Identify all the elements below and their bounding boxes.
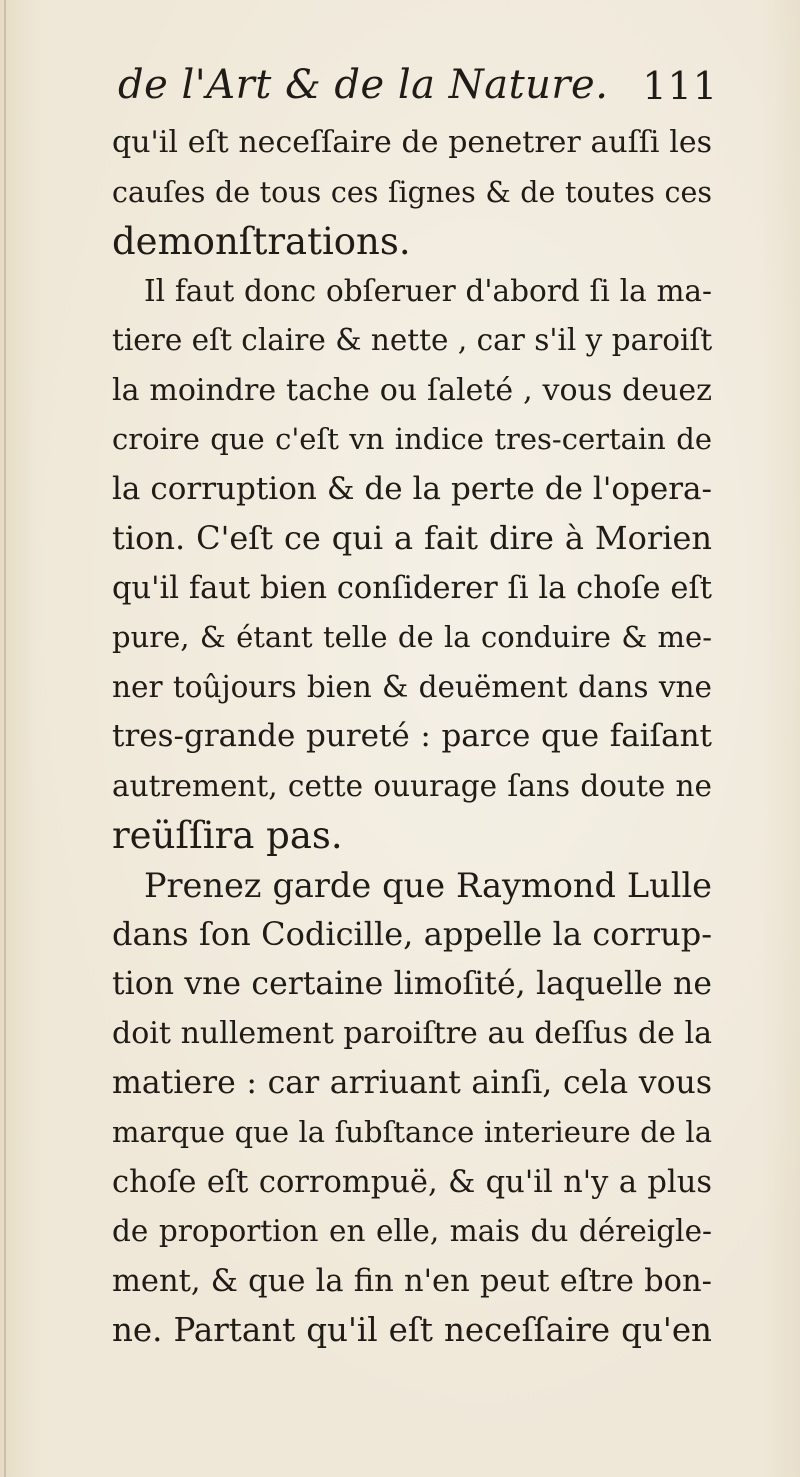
- text-line: qu'il faut bien conſiderer ſi la choſe eſt: [112, 570, 712, 606]
- text-line: matiere : car arriuant ainſi, cela vous: [112, 1064, 712, 1101]
- text-line: tiere eſt claire & nette , car s'il y paroiſt: [112, 323, 713, 357]
- page-gutter: [4, 0, 6, 1477]
- text-line: tion vne certaine limoſité, laquelle ne: [112, 965, 712, 1002]
- text-line: croire que c'eſt vn indice tres-certain de: [112, 422, 712, 456]
- text-line: marque que la ſubſtance interieure de la: [112, 1115, 712, 1149]
- text-line: de proportion en elle, mais du déreigle-: [112, 1214, 712, 1248]
- text-line: ment, & que la fin n'en peut eſtre bon-: [112, 1263, 712, 1299]
- running-title: de l'Art & de la Nature.: [118, 62, 609, 108]
- page-number: 111: [642, 64, 718, 108]
- text-line: la moindre tache ou ſaleté , vous deuez: [112, 372, 712, 408]
- text-line: doit nullement paroiſtre au deſſus de la: [112, 1016, 712, 1051]
- body-text: [112, 118, 712, 1356]
- text-line: tion. C'eſt ce qui a fait dire à Morien: [112, 519, 712, 557]
- text-line: reüſſira pas.: [112, 814, 343, 857]
- text-line: qu'il eſt neceſſaire de penetrer auſſi les: [112, 125, 712, 160]
- text-line: demonſtrations.: [112, 220, 411, 263]
- text-line: Il faut donc obſeruer d'abord ſi la ma-: [144, 273, 712, 308]
- text-line: ne. Partant qu'il eſt neceſſaire qu'en: [112, 1311, 712, 1349]
- text-line: dans ſon Codicille, appelle la corrup-: [112, 915, 712, 953]
- text-line: tres-grande pureté : parce que faiſant: [112, 718, 712, 754]
- text-line: la corruption & de la perte de l'opera-: [112, 470, 712, 507]
- text-line: ner toûjours bien & deuëment dans vne: [112, 669, 712, 704]
- text-line: Prenez garde que Raymond Lulle: [144, 865, 712, 905]
- page-header: [118, 62, 718, 112]
- text-line: autrement, cette ouurage ſans doute ne: [112, 768, 712, 803]
- text-line: pure, & étant telle de la conduire & me-: [112, 620, 712, 654]
- text-line: choſe eſt corrompuë, & qu'il n'y a plus: [112, 1164, 712, 1200]
- text-line: cauſes de tous ces ſignes & de toutes ces: [112, 175, 712, 209]
